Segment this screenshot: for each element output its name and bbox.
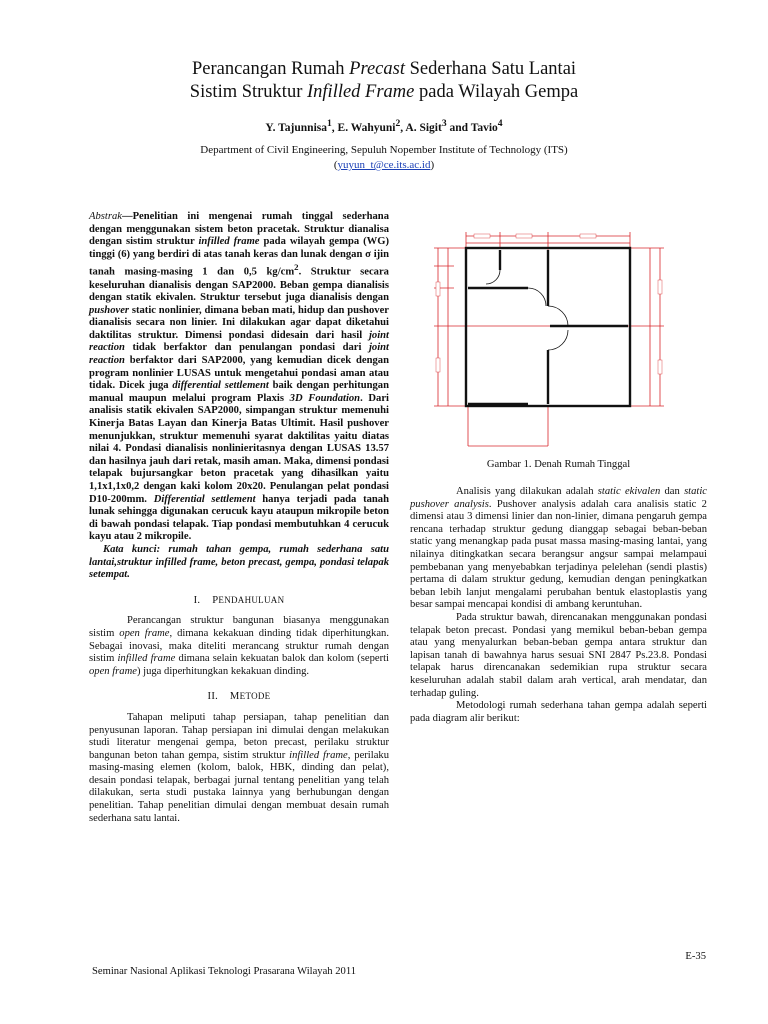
dim-label-box [436, 358, 440, 372]
abstract-term: joint reaction [89, 329, 389, 354]
floor-plan-drawing [428, 228, 668, 448]
author-name: , E. Wahyuni [331, 121, 396, 134]
methodology-paragraph: Metodologi rumah sederhana tahan gempa adalah seperti pada diagram alir berikut: [410, 700, 707, 724]
title-line-1 [0, 58, 768, 81]
author-affil-mark: 3 [441, 118, 447, 129]
page-number: E-35 [685, 951, 706, 962]
abstract-text: static nonlinier, dimana beban mati, hidup dan pushover dianalisis secara non linier. Ini dilakukan agar dapat diketahui daktilitas struktur. Dimensi pondasi didesain dari hasil [89, 304, 389, 341]
title-text: Sistim Struktur [189, 82, 307, 102]
paper-title [0, 58, 768, 104]
section-title: ETODE [239, 691, 271, 702]
foundation-paragraph: Pada struktur bawah, direncanakan menggunakan pondasi telapak beton precast. Pondasi yang memikul beban-beban gempa atau yang menyalurkan beban-beban gempa antara struktur dan lapisan tanah di bawahnya harus sesuai SNI 2847 Ps.23.8. Pondasi telapak harus direncanakan sedemikian rupa struktur secara keseluruhan adalah stabil dalam arah vertical, arah mendatar, dan terhadap guling. [410, 611, 707, 699]
door-arc [528, 288, 546, 306]
abstract-text: hanya terjadi pada tanah lunak sehingga digunakan cerucuk kayu ataupun mikropile beton di bawah pondasi telapak. Tiap pondasi membutuhkan 4 cerucuk kayu atau 2 mikropile. [89, 493, 389, 543]
body-term: static ekivalen [597, 486, 661, 497]
section-title: ENDAHULUAN [218, 594, 285, 605]
body-text: . Pushover analysis adalah cara analisis static 2 dimensi atau 3 dimensi linier dan non-linier, dimana pengaruh gempa rencana terhadap struktur gedung dianggap sebagai beban-beban static yang menangkap pada pusat massa masing-masing lantai, yang nilainya ditingkatkan secara berangsur angsur sampai melampaui pembebanan yang menyebabkan terjadinya pelelehan (sendi plastis) pertama di dalam struktur gedung, kemudian dengan peningkatkan beban lebih lanjut mengalami perubahan bentuk elastoplastis yang besar sampai mencapai kondisi di ambang keruntuhan. [410, 498, 707, 611]
abstract-term: Differential settlement [153, 493, 256, 505]
section-number: I. [193, 594, 201, 606]
title-line-2 [0, 81, 768, 104]
dim-label-box [658, 280, 662, 294]
title-text: Sederhana Satu Lantai [404, 59, 577, 79]
body-text: dan [660, 486, 685, 497]
abstract-text: . Struktur secara keseluruhan dianalisis dengan SAP2000. Beban gempa dianalisis dengan statik ekivalen. Struktur tersebut juga dianalisis dengan [89, 266, 389, 304]
body-text: , perilaku masing-masing elemen (kolom, balok, HBK, dinding dan pelat), desain pondasi telapak, berbagai jurnal tentang penelitian yang telah dilakukan, serta studi pustaka lainnya yang berhubungan dengan penelitian. Tahap penelitian dimulai dengan membuat desain rumah sederhana satu lantai. [89, 749, 389, 824]
dim-label-box [474, 234, 490, 238]
floor-plan-figure [428, 228, 668, 448]
abstract-term: joint reaction [89, 342, 389, 367]
analysis-paragraph [410, 486, 707, 612]
body-term: infilled frame [117, 653, 176, 665]
abstract-term: infilled frame [198, 236, 260, 248]
author-name: Y. Tajunnisa [265, 121, 327, 134]
door-arc [486, 270, 500, 284]
body-text: , dimana kekakuan dinding tidak diperhitungkan. Sebagai inovasi, maka diteliti merancang struktur rumah dengan sistim [89, 627, 389, 665]
abstract-text: tidak berfaktor dan penulangan pondasi dari [124, 342, 369, 354]
paren: ( [333, 159, 338, 171]
abstract-sup: 2 [294, 262, 299, 273]
body-text: Analisis yang dilakukan adalah [456, 486, 598, 497]
abstract-term: 3D Foundation [289, 392, 361, 404]
keywords: Kata kunci: rumah tahan gempa, rumah sederhana satu lantai,struktur infilled frame, beton precast, gempa, pondasi telapak setempat. [89, 543, 389, 581]
title-italic: Infilled Frame [307, 82, 415, 102]
pendahuluan-paragraph [89, 615, 389, 678]
body-text: ) juga diperhitungkan kekakuan dinding. [136, 665, 310, 677]
title-text: Perancangan Rumah [191, 59, 350, 79]
body-term: infilled frame [289, 749, 348, 761]
figure-caption: Gambar 1. Denah Rumah Tinggal [486, 459, 631, 470]
section-initial: M [229, 691, 240, 703]
abstract-term: differential settlement [172, 380, 269, 392]
body-text: Perancangan struktur bangunan biasanya menggunakan sistim [89, 615, 389, 639]
metode-paragraph [89, 712, 389, 825]
dim-label-box [658, 360, 662, 374]
author-affil-mark: 4 [497, 118, 503, 129]
author-affil-mark: 2 [395, 118, 401, 129]
page-footer: Seminar Nasional Aplikasi Teknologi Prasarana Wilayah 2011 [92, 966, 357, 977]
department: Department of Civil Engineering, Sepuluh Nopember Institute of Technology (ITS) [200, 144, 568, 156]
author-name: , A. Sigit [400, 121, 442, 134]
door-arc [548, 330, 568, 350]
dim-label-box [580, 234, 596, 238]
section-number: II. [207, 691, 219, 703]
title-italic: Precast [349, 59, 405, 79]
dim-label-box [436, 282, 440, 296]
author-affil-mark: 1 [326, 118, 332, 129]
email-link[interactable]: yuyun_t@ce.its.ac.id [337, 159, 431, 171]
abstract-text: Penelitian ini mengenai rumah tinggal sederhana dengan menggunakan sistem beton pracetak. Struktur dianalisa dengan sistim struktur [89, 211, 389, 248]
title-text: pada Wilayah Gempa [414, 82, 579, 102]
abstract-text: berfaktor dari SAP2000, yang kemudian dicek dengan program nonlinier LUSAS untuk mengetahui pondasi aman atau tidak. Dicek juga [89, 355, 389, 392]
right-column [410, 486, 707, 725]
paren: ) [430, 159, 435, 171]
abstract-label: Abstrak [89, 211, 122, 222]
body-text: dimana selain kekuatan balok dan kolom (seperti [175, 653, 389, 665]
affiliation [0, 143, 768, 173]
abstract [89, 211, 389, 544]
body-term: open frame [119, 627, 170, 639]
abstract-term: pushover [89, 304, 130, 316]
email-line [0, 158, 768, 173]
body-term: static pushover analysis [410, 486, 708, 510]
door-arc [548, 306, 568, 326]
body-text: Tahapan meliputi tahap persiapan, tahap penelitian dan penyusunan laporan. Tahap persiapan ini dimulai dengan melakukan studi literatur mengenai gempa, beton precast, perilaku struktur bangunan beton tahan gempa, sistim struktur [89, 711, 389, 761]
section-initial: P [212, 594, 219, 606]
abstract-text: . Dari analisis statik ekivalen SAP2000, simpangan struktur memenuhi Kinerja Batas Layan dan Kinerja Batas Ultimit. Hasil pushover menunjukkan, struktur memenuhi syarat daktilitas yaitu diatas nilai 4. Pondasi dianalisis nonlinieritasnya dengan LUSAS 13.57 dan hasilnya jauh dari retak, masih aman. Maka, dimensi pondasi telapak bujursangkar beton pracetak yang dihasilkan yaitu 1,1x1,1x0,2 dengan kaki kolom 20x20. Penulangan pelat pondasi D10-200mm. [89, 392, 389, 505]
walls [466, 248, 630, 406]
door-swings [486, 270, 568, 350]
body-term: open frame [89, 665, 137, 677]
abstract-text: pada wilayah gempa (WG) tinggi (6) yang berdiri di atas tanah keras dan lunak dengan σ ijin tanah masing-masing 1 dan 0,5 kg/cm [89, 236, 390, 278]
abstract-dash: — [121, 211, 133, 222]
author-list [0, 118, 768, 134]
left-column [89, 211, 389, 825]
section-heading-metode [89, 690, 389, 704]
section-heading-pendahuluan [89, 594, 389, 608]
dim-label-box [516, 234, 532, 238]
abstract-text: baik dengan perhitungan manual maupun melalui program Plaxis [89, 380, 389, 404]
author-name: and Tavio [446, 121, 498, 134]
